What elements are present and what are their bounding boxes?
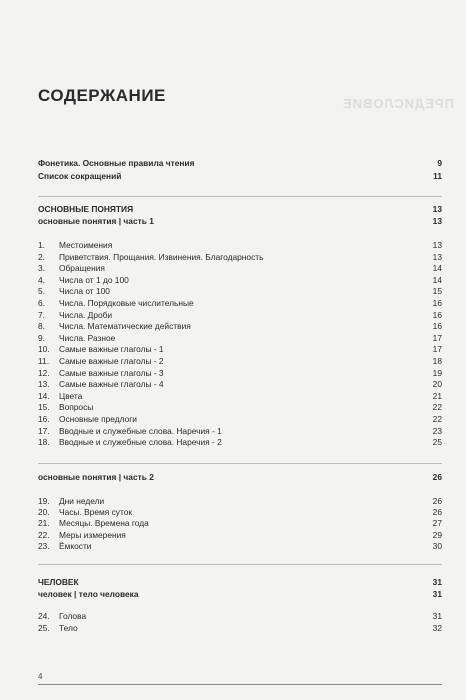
toc-entry-num: 6.: [38, 298, 45, 308]
toc-entry-page: 17: [432, 344, 442, 355]
toc-entry-abbreviations: Список сокращений 11: [38, 171, 442, 181]
toc-entry-label: Цвета: [59, 390, 83, 401]
section-divider: [38, 196, 442, 197]
toc-entry-page: 16: [432, 321, 442, 332]
toc-entry: [38, 240, 442, 250]
toc-entry: [38, 344, 442, 354]
toc-entry: [38, 379, 442, 389]
toc-entry-label: Голова: [59, 611, 87, 621]
toc-entry: [38, 437, 442, 447]
toc-entry-page: 30: [432, 540, 442, 551]
toc-entry-num: 21.: [38, 518, 50, 529]
toc-entry-num: 16.: [38, 414, 50, 424]
toc-entry-page: 22: [432, 402, 442, 413]
toc-entry-label: Числа. Порядковые числительные: [59, 298, 194, 308]
toc-entry: [38, 298, 442, 308]
subsection-title-part1: основные понятия | часть 1 13: [38, 216, 442, 226]
toc-entry-num: 2.: [38, 251, 45, 262]
toc-entry: [38, 402, 442, 412]
toc-entry-num: 14.: [38, 390, 50, 401]
toc-entry-label: Местоимения: [59, 240, 113, 250]
toc-entry: [38, 333, 442, 343]
toc-entry: [38, 541, 442, 551]
footer-rule: [38, 684, 442, 685]
toc-entry-page: 21: [432, 390, 442, 401]
toc-entry-num: 1.: [38, 240, 45, 250]
toc-entry-page: 32: [432, 623, 442, 633]
toc-entry-page: 17: [432, 332, 442, 343]
section-divider: [38, 564, 442, 565]
toc-entry-page: 14: [432, 274, 442, 285]
toc-entry-page: 14: [432, 263, 442, 274]
toc-entry-label: Самые важные глаголы - 1: [59, 344, 164, 355]
toc-entry-page: 19: [432, 367, 442, 378]
toc-entry: [38, 356, 442, 366]
toc-entry: [38, 310, 442, 320]
subsection-title-body: человек | тело человека 31: [38, 589, 442, 599]
toc-entry-label: Ёмкости: [59, 540, 92, 551]
toc-entry: [38, 414, 442, 424]
toc-entry-label: Числа от 1 до 100: [59, 274, 129, 285]
toc-entry-label: Дни недели: [59, 496, 105, 506]
toc-entry: [38, 426, 442, 436]
toc-entry: [38, 611, 442, 621]
toc-entry-label: Самые важные глаголы - 4: [59, 379, 164, 390]
toc-entry-page: 23: [432, 425, 442, 436]
toc-entry-page: 27: [432, 518, 442, 529]
toc-entry: [38, 530, 442, 540]
toc-entry-label: Обращения: [59, 263, 105, 274]
toc-entry-num: 4.: [38, 274, 45, 285]
toc-entry: [38, 286, 442, 296]
toc-entry-num: 12.: [38, 367, 50, 378]
toc-entry-label: Меры измерения: [59, 529, 126, 540]
toc-entry-label: Тело: [59, 623, 78, 633]
toc-entry-page: 15: [432, 286, 442, 297]
toc-entry-num: 17.: [38, 425, 50, 436]
toc-entry-label: Приветствия. Прощания. Извинения. Благодарность: [59, 251, 264, 262]
toc-entry-label: Вводные и служебные слова. Наречия - 1: [59, 425, 222, 436]
page-number: 4: [38, 672, 43, 681]
toc-entry: [38, 496, 442, 506]
toc-entry-num: 18.: [38, 437, 50, 448]
toc-entry-num: 24.: [38, 611, 50, 621]
toc-entry: [38, 623, 442, 633]
toc-entry-label: Часы. Время суток: [59, 507, 133, 518]
toc-entry-num: 22.: [38, 529, 50, 540]
toc-entry: [38, 275, 442, 285]
toc-entry: [38, 252, 442, 262]
toc-entry: [38, 368, 442, 378]
toc-entry-page: 13: [432, 251, 442, 262]
toc-entry: [38, 391, 442, 401]
toc-entry-page: 16: [432, 298, 442, 308]
toc-entry-num: 13.: [38, 379, 50, 390]
toc-entry: [38, 263, 442, 273]
toc-entry-num: 11.: [38, 356, 50, 366]
toc-entry-label: Числа от 100: [59, 286, 110, 297]
toc-entry-label: Самые важные глаголы - 3: [59, 367, 164, 378]
toc-entry-page: 22: [432, 414, 442, 424]
toc-entry-label: Числа. Разное: [59, 332, 116, 343]
toc-entry-label: Вводные и служебные слова. Наречия - 2: [59, 437, 222, 448]
toc-entry-label: Вопросы: [59, 402, 94, 413]
toc-entry-num: 23.: [38, 540, 50, 551]
toc-entry-num: 7.: [38, 309, 45, 320]
subsection-title-part2: основные понятия | часть 2 26: [38, 472, 442, 482]
toc-entry-page: 26: [432, 496, 442, 506]
toc-entry-label: Числа. Математические действия: [59, 321, 191, 332]
toc-entry-page: 29: [432, 529, 442, 540]
toc-entry-page: 13: [432, 240, 442, 250]
toc-entry-page: 26: [432, 507, 442, 518]
toc-entry-num: 15.: [38, 402, 50, 413]
toc-entry-page: 18: [432, 356, 442, 366]
toc-entry-num: 5.: [38, 286, 45, 297]
toc-entry-num: 20.: [38, 507, 50, 518]
toc-entry-num: 10.: [38, 344, 50, 355]
toc-entry: [38, 507, 442, 517]
toc-entry-num: 8.: [38, 321, 45, 332]
toc-entry: [38, 518, 442, 528]
show-through-heading: ПРЕДИСЛОВИЕ: [342, 96, 454, 111]
toc-entry-label: Основные предлоги: [59, 414, 137, 424]
toc-entry-num: 25.: [38, 623, 50, 633]
toc-entry-label: Месяцы. Времена года: [59, 518, 149, 529]
section-title-basics: ОСНОВНЫЕ ПОНЯТИЯ 13: [38, 204, 442, 214]
toc-entry-phonetics: Фонетика. Основные правила чтения 9: [38, 158, 442, 168]
toc-entry-page: 20: [432, 379, 442, 390]
section-title-human: ЧЕЛОВЕК 31: [38, 577, 442, 587]
section-divider: [38, 463, 442, 464]
toc-entry-page: 25: [432, 437, 442, 448]
toc-entry-page: 31: [432, 611, 442, 621]
toc-entry-num: 9.: [38, 332, 45, 343]
toc-entry-page: 16: [432, 309, 442, 320]
toc-entry-num: 3.: [38, 263, 45, 274]
page-title: СОДЕРЖАНИЕ: [38, 86, 166, 105]
toc-entry: [38, 321, 442, 331]
toc-entry-label: Числа. Дроби: [59, 309, 113, 320]
toc-entry-label: Самые важные глаголы - 2: [59, 356, 164, 366]
toc-entry-num: 19.: [38, 496, 50, 506]
